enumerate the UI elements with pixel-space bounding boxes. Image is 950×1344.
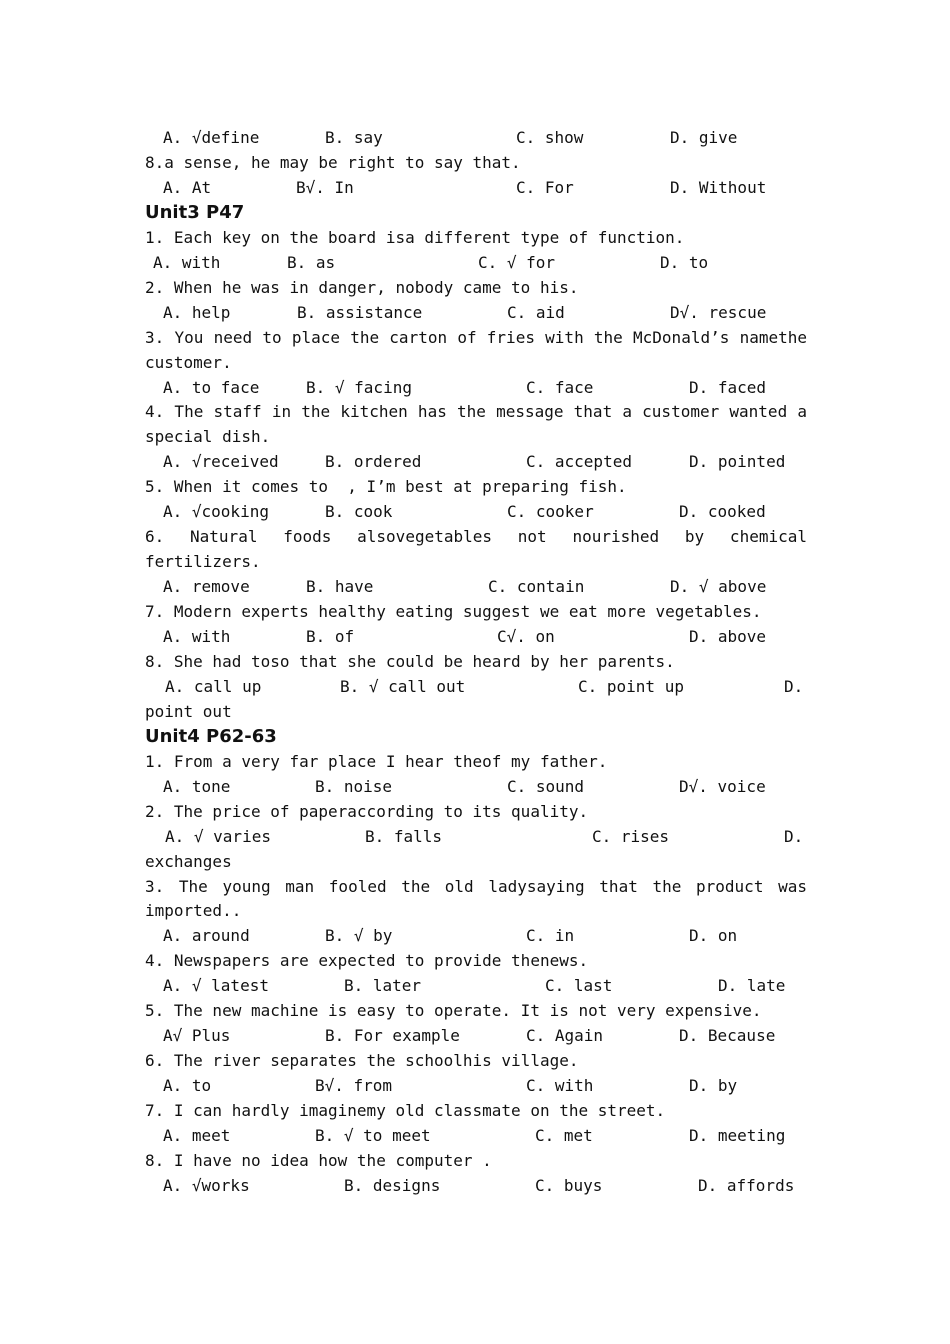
answer-option: D. on <box>689 926 738 946</box>
question-text: 3. You need to place the carton of fries with the McDonald’s namethe <box>145 327 807 347</box>
answer-option: B. √ by <box>325 926 393 946</box>
question-text: 8.a sense, he may be right to say that. <box>145 152 521 172</box>
answer-option: A. √ latest <box>163 976 269 996</box>
answer-option: A. remove <box>163 577 250 597</box>
question-text: 7. Modern experts healthy eating suggest we eat more vegetables. <box>145 602 762 622</box>
option-row <box>0 574 950 599</box>
answer-option: B√. In <box>296 177 354 197</box>
option-row <box>0 125 950 150</box>
answer-option: A. √works <box>163 1175 250 1195</box>
option-row <box>0 449 950 474</box>
answer-option: B. have <box>306 577 374 597</box>
answer-option: C. in <box>526 926 575 946</box>
answer-option: B. as <box>287 252 336 272</box>
question-text: point out <box>145 701 232 721</box>
answer-option: B. √ call out <box>340 676 466 696</box>
answer-option: A. At <box>163 177 212 197</box>
question-text: fertilizers. <box>145 552 261 572</box>
answer-option: D. <box>784 826 804 846</box>
answer-option: C. rises <box>592 826 670 846</box>
option-row <box>0 250 950 275</box>
answer-option: D. cooked <box>679 502 766 522</box>
answer-option: B. assistance <box>297 302 423 322</box>
answer-option: D. to <box>660 252 709 272</box>
answer-option: A. √ varies <box>165 826 271 846</box>
answer-option: A. with <box>163 627 231 646</box>
answer-option: C. point up <box>578 676 684 696</box>
option-row <box>0 774 950 799</box>
question-text: special dish. <box>145 427 271 447</box>
answer-option: C. Again <box>526 1026 604 1046</box>
option-row <box>0 1023 950 1048</box>
option-row <box>0 1173 950 1198</box>
answer-option: B. ordered <box>325 452 422 472</box>
unit-heading: Unit4 P62-63 <box>145 725 277 747</box>
answer-option: C. sound <box>507 776 585 796</box>
answer-option: B√. from <box>315 1076 393 1096</box>
option-row <box>0 300 950 325</box>
answer-option: D. √ above <box>670 577 767 597</box>
unit-heading: Unit3 P47 <box>145 201 245 223</box>
answer-option: B. later <box>344 976 422 996</box>
answer-option: B. say <box>325 128 383 147</box>
question-text: 8. I have no idea how the computer . <box>145 1150 492 1170</box>
answer-option: B. noise <box>315 776 393 796</box>
option-row <box>0 375 950 400</box>
answer-option: C. last <box>545 976 613 996</box>
option-row <box>0 824 950 849</box>
question-text: 5. When it comes to , I’m best at preparing fish. <box>145 477 627 497</box>
answer-option: C. aid <box>507 302 565 322</box>
answer-option: A√ Plus <box>163 1026 231 1046</box>
answer-option: D√. voice <box>679 776 766 796</box>
option-row <box>0 674 950 699</box>
answer-option: A. √cooking <box>163 502 269 522</box>
answer-option: A. help <box>163 302 231 322</box>
answer-option: D√. rescue <box>670 302 767 322</box>
question-text: imported.. <box>145 901 242 921</box>
question-text: 8. She had toso that she could be heard by her parents. <box>145 651 675 671</box>
answer-option: A. √received <box>163 452 279 472</box>
answer-option: C. buys <box>535 1175 603 1195</box>
answer-option: C. √ for <box>478 252 556 272</box>
question-text: 2. When he was in danger, nobody came to his. <box>145 277 579 297</box>
question-text: 6. Natural foods alsovegetables not nourished by chemical <box>145 527 807 547</box>
answer-option: C. show <box>516 128 584 147</box>
answer-option: D. above <box>689 627 767 646</box>
answer-option: B. of <box>306 627 355 646</box>
answer-option: A. to face <box>163 377 260 397</box>
question-text: 3. The young man fooled the old ladysaying that the product was <box>145 876 807 896</box>
answer-option: C. For <box>516 177 574 197</box>
option-row <box>0 1073 950 1098</box>
answer-option: B. √ to meet <box>315 1126 431 1145</box>
answer-option: A. around <box>163 926 250 946</box>
answer-option: B. designs <box>344 1175 441 1195</box>
answer-option: B. falls <box>365 826 443 846</box>
answer-option: D. Because <box>679 1026 776 1046</box>
answer-option: C. accepted <box>526 452 632 472</box>
question-text: 1. From a very far place I hear theof my father. <box>145 751 608 771</box>
answer-option: A. √define <box>163 128 260 147</box>
answer-option: D. meeting <box>689 1126 786 1145</box>
answer-option: A. meet <box>163 1126 231 1145</box>
answer-option: D. by <box>689 1076 738 1096</box>
answer-option: B. cook <box>325 502 393 522</box>
question-text: customer. <box>145 352 232 372</box>
option-row <box>0 973 950 998</box>
option-row <box>0 175 950 200</box>
answer-option: C√. on <box>497 627 555 646</box>
answer-option: D. Without <box>670 177 767 197</box>
question-text: 7. I can hardly imaginemy old classmate on the street. <box>145 1101 666 1121</box>
answer-option: D. faced <box>689 377 767 397</box>
answer-option: C. met <box>535 1126 593 1145</box>
answer-option: D. late <box>718 976 786 996</box>
answer-option: B. For example <box>325 1026 460 1046</box>
question-text: exchanges <box>145 851 232 871</box>
answer-option: B. √ facing <box>306 377 412 397</box>
option-row <box>0 624 950 649</box>
question-text: 5. The new machine is easy to operate. It is not very expensive. <box>145 1001 762 1021</box>
question-text: 4. The staff in the kitchen has the message that a customer wanted a <box>145 402 807 422</box>
answer-option: A. with <box>153 252 221 272</box>
option-row <box>0 1123 950 1148</box>
answer-option: D. affords <box>698 1175 795 1195</box>
option-row <box>0 923 950 948</box>
answer-option: C. contain <box>488 577 585 597</box>
option-row <box>0 499 950 524</box>
question-text: 1. Each key on the board isa different type of function. <box>145 227 685 247</box>
answer-option: A. tone <box>163 776 231 796</box>
question-text: 2. The price of paperaccording to its quality. <box>145 801 589 821</box>
answer-option: D. pointed <box>689 452 786 472</box>
question-text: 6. The river separates the schoolhis village. <box>145 1051 579 1071</box>
answer-option: A. call up <box>165 676 262 696</box>
answer-option: C. with <box>526 1076 594 1096</box>
question-text: 4. Newspapers are expected to provide thenews. <box>145 951 589 971</box>
answer-option: D. <box>784 676 804 696</box>
answer-option: D. give <box>670 128 738 147</box>
answer-option: C. face <box>526 377 594 397</box>
answer-option: C. cooker <box>507 502 594 522</box>
answer-option: A. to <box>163 1076 212 1096</box>
